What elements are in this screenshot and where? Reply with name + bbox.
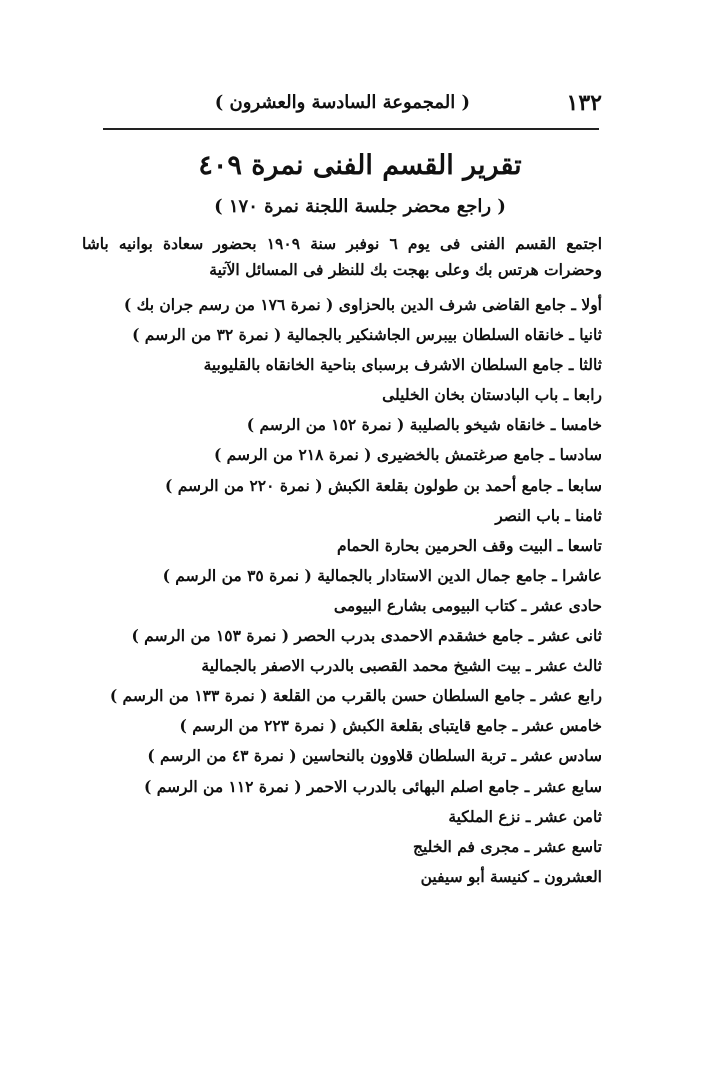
- agenda-item: سابعا ـ جامع أحمد بن طولون بقلعة الكبش ( نمرة ٢٢٠ من الرسم ): [164, 475, 602, 495]
- agenda-item: ثانى عشر ـ جامع خشقدم الاحمدى بدرب الحصر ( نمرة ١٥٣ من الرسم ): [131, 626, 602, 646]
- agenda-item: عاشرا ـ جامع جمال الدين الاستادار بالجمالية ( نمرة ٣٥ من الرسم ): [162, 565, 602, 585]
- agenda-item: حادى عشر ـ كتاب البيومى بشارع البيومى: [333, 595, 602, 615]
- agenda-item: أولا ـ جامع القاضى شرف الدين بالحزاوى ( نمرة ١٧٦ من رسم جران بك ): [123, 295, 602, 314]
- agenda-item: رابع عشر ـ جامع السلطان حسن بالقرب من القلعة ( نمرة ١٣٣ من الرسم ): [109, 686, 602, 706]
- intro-paragraph: اجتمع القسم الفنى فى يوم ٦ نوفبر سنة ١٩٠٩ بحضور سعادة بوانيه باشا وحضرات هرتس بك وعلى بهجت بك للنظر فى المسائل الآتية: [82, 234, 603, 279]
- agenda-item: ثامن عشر ـ نزع الملكية: [448, 806, 602, 826]
- page-number: ١٣٢: [566, 90, 602, 116]
- report-subtitle: ( راجع محضر جلسة اللجنة نمرة ١٧٠ ): [214, 196, 506, 217]
- agenda-list: [102, 290, 602, 892]
- agenda-item: تاسعا ـ البيت وقف الحرمين بحارة الحمام: [336, 535, 602, 555]
- agenda-item: تاسع عشر ـ مجرى فم الخليج: [413, 836, 602, 856]
- agenda-item: سادسا ـ جامع صرغتمش بالخضيرى ( نمرة ٢١٨ من الرسم ): [213, 445, 602, 465]
- agenda-item: ثالث عشر ـ بيت الشيخ محمد القصبى بالدرب الاصفر بالجمالية: [201, 656, 602, 676]
- running-title: ( المجموعة السادسة والعشرون ): [214, 92, 470, 113]
- agenda-item: ثالثا ـ جامع السلطان الاشرف برسباى بناحية الخانقاه بالقليوبية: [203, 355, 602, 375]
- header-rule: [103, 128, 599, 130]
- agenda-item: العشرون ـ كنيسة أبو سيفين: [420, 866, 602, 886]
- page-header: [0, 88, 720, 124]
- agenda-item: ثامنا ـ باب النصر: [495, 505, 602, 525]
- agenda-item: خامس عشر ـ جامع قايتباى بقلعة الكبش ( نمرة ٢٢٣ من الرسم ): [179, 716, 602, 736]
- agenda-item: سابع عشر ـ جامع اصلم البهائى بالدرب الاحمر ( نمرة ١١٢ من الرسم ): [144, 776, 602, 796]
- agenda-item: ثانيا ـ خانقاه السلطان بيبرس الجاشنكير بالجمالية ( نمرة ٣٢ من الرسم ): [132, 325, 602, 345]
- agenda-item: خامسا ـ خانقاه شيخو بالصليبة ( نمرة ١٥٢ من الرسم ): [246, 415, 602, 435]
- agenda-item: سادس عشر ـ تربة السلطان قلاوون بالنحاسين ( نمرة ٤٣ من الرسم ): [147, 746, 602, 766]
- agenda-item: رابعا ـ باب البادستان بخان الخليلى: [382, 385, 602, 405]
- report-title: تقرير القسم الفنى نمرة ٤٠٩: [198, 150, 522, 181]
